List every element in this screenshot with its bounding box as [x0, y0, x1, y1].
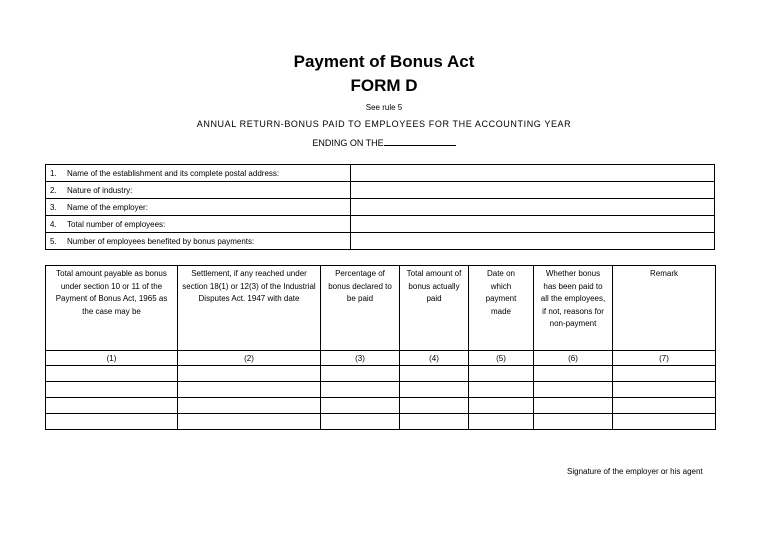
column-index: (2)	[178, 351, 321, 366]
column-header: Whether bonus has been paid to all the employees, if not, reasons for non-payment	[534, 266, 613, 351]
column-header-row	[46, 266, 716, 351]
data-cell[interactable]	[46, 366, 178, 382]
info-value-field[interactable]	[351, 165, 715, 182]
info-value-field[interactable]	[351, 233, 715, 250]
data-cell[interactable]	[178, 366, 321, 382]
rule-reference: See rule 5	[365, 103, 403, 112]
data-cell[interactable]	[613, 398, 716, 414]
data-cell[interactable]	[534, 382, 613, 398]
table-row	[46, 382, 716, 398]
data-cell[interactable]	[46, 382, 178, 398]
info-label-cell	[46, 182, 351, 199]
info-label-cell	[46, 216, 351, 233]
column-header: Total amount payable as bonus under section 10 or 11 of the Payment of Bonus Act, 1965 as the case may be	[46, 266, 178, 351]
data-cell[interactable]	[178, 398, 321, 414]
table-row	[46, 398, 716, 414]
data-cell[interactable]	[469, 414, 534, 430]
ending-line	[0, 136, 768, 148]
info-number: 5.	[50, 236, 57, 246]
column-header: Total amount of bonus actually paid	[400, 266, 469, 351]
info-label: Name of the establishment and its complete postal address:	[67, 168, 280, 178]
column-index: (4)	[400, 351, 469, 366]
data-cell[interactable]	[613, 366, 716, 382]
form-title: Payment of Bonus Act	[293, 52, 475, 71]
info-value-field[interactable]	[351, 182, 715, 199]
info-row-3	[46, 199, 715, 216]
data-cell[interactable]	[321, 414, 400, 430]
bonus-return-table	[45, 265, 716, 430]
info-label: Name of the employer:	[67, 202, 148, 212]
data-cell[interactable]	[321, 366, 400, 382]
column-header: Date on which payment made	[469, 266, 534, 351]
data-cell[interactable]	[469, 382, 534, 398]
info-label: Number of employees benefited by bonus payments:	[67, 236, 255, 246]
info-value-field[interactable]	[351, 216, 715, 233]
data-cell[interactable]	[321, 398, 400, 414]
establishment-info-table	[45, 164, 715, 250]
info-label: Total number of employees:	[67, 219, 166, 229]
data-cell[interactable]	[46, 414, 178, 430]
info-value-field[interactable]	[351, 199, 715, 216]
data-cell[interactable]	[534, 366, 613, 382]
data-cell[interactable]	[321, 382, 400, 398]
column-index: (1)	[46, 351, 178, 366]
info-number: 1.	[50, 168, 57, 178]
column-index: (7)	[613, 351, 716, 366]
column-header: Settlement, if any reached under section 18(1) or 12(3) of the Industrial Disputes Act. 1947 with date	[178, 266, 321, 351]
info-label-cell	[46, 233, 351, 250]
info-number: 3.	[50, 202, 57, 212]
data-cell[interactable]	[613, 414, 716, 430]
info-number: 4.	[50, 219, 57, 229]
info-row-1	[46, 165, 715, 182]
data-cell[interactable]	[400, 382, 469, 398]
column-index: (6)	[534, 351, 613, 366]
data-cell[interactable]	[534, 398, 613, 414]
form-subtitle: ANNUAL RETURN-BONUS PAID TO EMPLOYEES FOR THE ACCOUNTING YEAR	[196, 119, 572, 129]
table-row	[46, 366, 716, 382]
table-row	[46, 414, 716, 430]
form-name: FORM D	[350, 76, 418, 95]
column-header: Remark	[613, 266, 716, 351]
data-cell[interactable]	[469, 366, 534, 382]
signature-line: Signature of the employer or his agent	[567, 467, 703, 476]
data-cell[interactable]	[613, 382, 716, 398]
data-cell[interactable]	[534, 414, 613, 430]
ending-date-blank[interactable]	[384, 136, 456, 146]
info-label-cell	[46, 165, 351, 182]
data-cell[interactable]	[178, 382, 321, 398]
data-cell[interactable]	[178, 414, 321, 430]
data-cell[interactable]	[400, 414, 469, 430]
info-label: Nature of industry:	[67, 185, 133, 195]
ending-label: ENDING ON THE	[312, 138, 384, 148]
column-index-row	[46, 351, 716, 366]
data-cell[interactable]	[400, 366, 469, 382]
data-cell[interactable]	[400, 398, 469, 414]
info-label-cell	[46, 199, 351, 216]
column-index: (3)	[321, 351, 400, 366]
data-cell[interactable]	[469, 398, 534, 414]
column-header: Percentage of bonus declared to be paid	[321, 266, 400, 351]
info-row-5	[46, 233, 715, 250]
data-cell[interactable]	[46, 398, 178, 414]
info-row-2	[46, 182, 715, 199]
column-index: (5)	[469, 351, 534, 366]
info-number: 2.	[50, 185, 57, 195]
info-row-4	[46, 216, 715, 233]
